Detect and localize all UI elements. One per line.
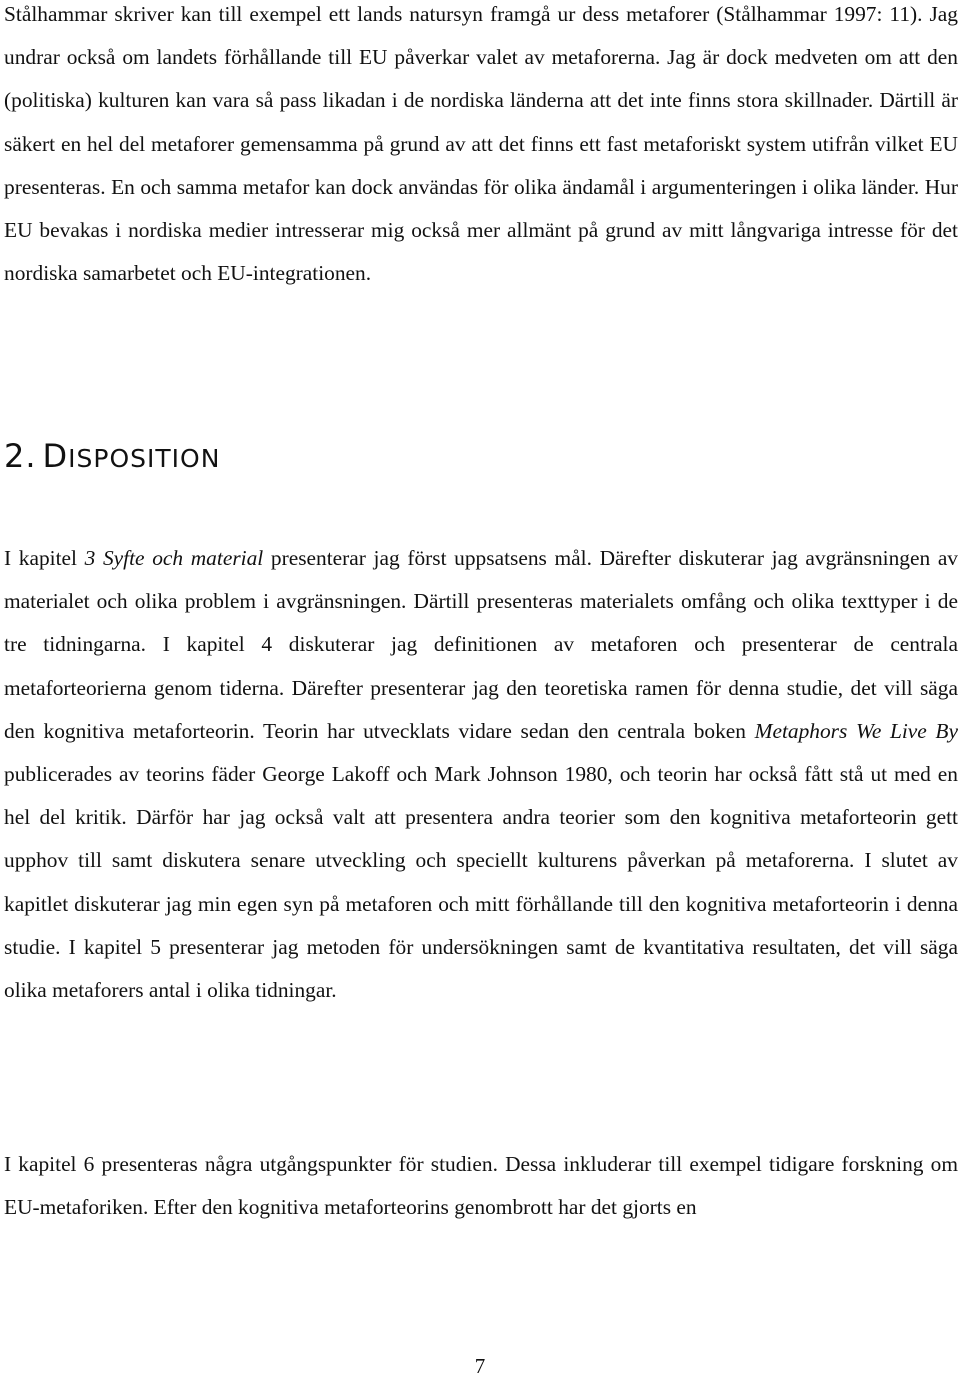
book-title-italic: Metaphors We Live By — [754, 718, 958, 743]
text-run: I kapitel — [4, 546, 85, 570]
body-paragraph-disposition — [4, 537, 958, 1012]
section-number: 2. — [4, 437, 37, 475]
section-title-rest: ISPOSITION — [68, 444, 221, 473]
body-paragraph-intro: Stålhammar skriver kan till exempel ett lands natursyn framgå ur dess metaforer (Stålhammar 1997: 11). Jag undrar också om landets förhållande till EU påverkar valet av metaforerna. Jag är dock medveten om att den (politiska) kulturen kan vara så pass likadan i de nordiska länderna att det inte finns stora skillnader. Därtill är säkert en hel del metaforer gemensamma på grund av att det finns ett fast metaforiskt system utifrån vilket EU presenteras. En och samma metafor kan dock användas för olika ändamål i argumenteringen i olika länder. Hur EU bevakas i nordiska medier intresserar mig också mer allmänt på grund av mitt långvariga intresse för det nordiska samarbetet och EU-integrationen. — [4, 2, 958, 286]
section-heading — [4, 436, 220, 479]
page-number: 7 — [474, 1354, 486, 1378]
body-paragraph-continued: I kapitel 6 presenteras några utgångspunkter för studien. Dessa inkluderar till exempel tidigare forskning om EU-metaforiken. Efter den kognitiva metaforteorins genombrott har det gjorts en — [4, 1152, 958, 1220]
text-run: publicerades av teorins fäder George Lakoff och Mark Johnson 1980, och teorin har också fått stå ut med en hel del kritik. Därför har jag också valt att presentera andra teorier som den kognitiva metaforteorin gett upphov till samt diskutera senare utveckling och speciellt kulturens påverkan på metaforerna. I slutet av kapitlet diskuterar jag min egen syn på metaforen och mitt förhållande till den kognitiva metaforteorin i denna studie. I kapitel 5 presenterar jag metoden för undersökningen samt de kvantitativa resultaten, det vill säga olika metaforers antal i olika tidningar. — [4, 762, 958, 1003]
text-run: presenterar jag först uppsatsens mål. Därefter diskuterar jag avgränsningen av materialet och olika problem i avgränsningen. Därtill presenteras materialets omfång och olika texttyper i de tre tidningarna. I kapitel 4 diskuterar jag definitionen av metaforen och presenterar de centrala metaforteorierna genom tiderna. Därefter presenterar jag den teoretiska ramen för denna studie, det vill säga den kognitiva metaforteorin. Teorin har utvecklats vidare sedan den centrala boken — [4, 546, 959, 743]
section-title-initial: D — [42, 437, 69, 475]
chapter-title-italic: 3 Syfte och material — [84, 546, 264, 570]
